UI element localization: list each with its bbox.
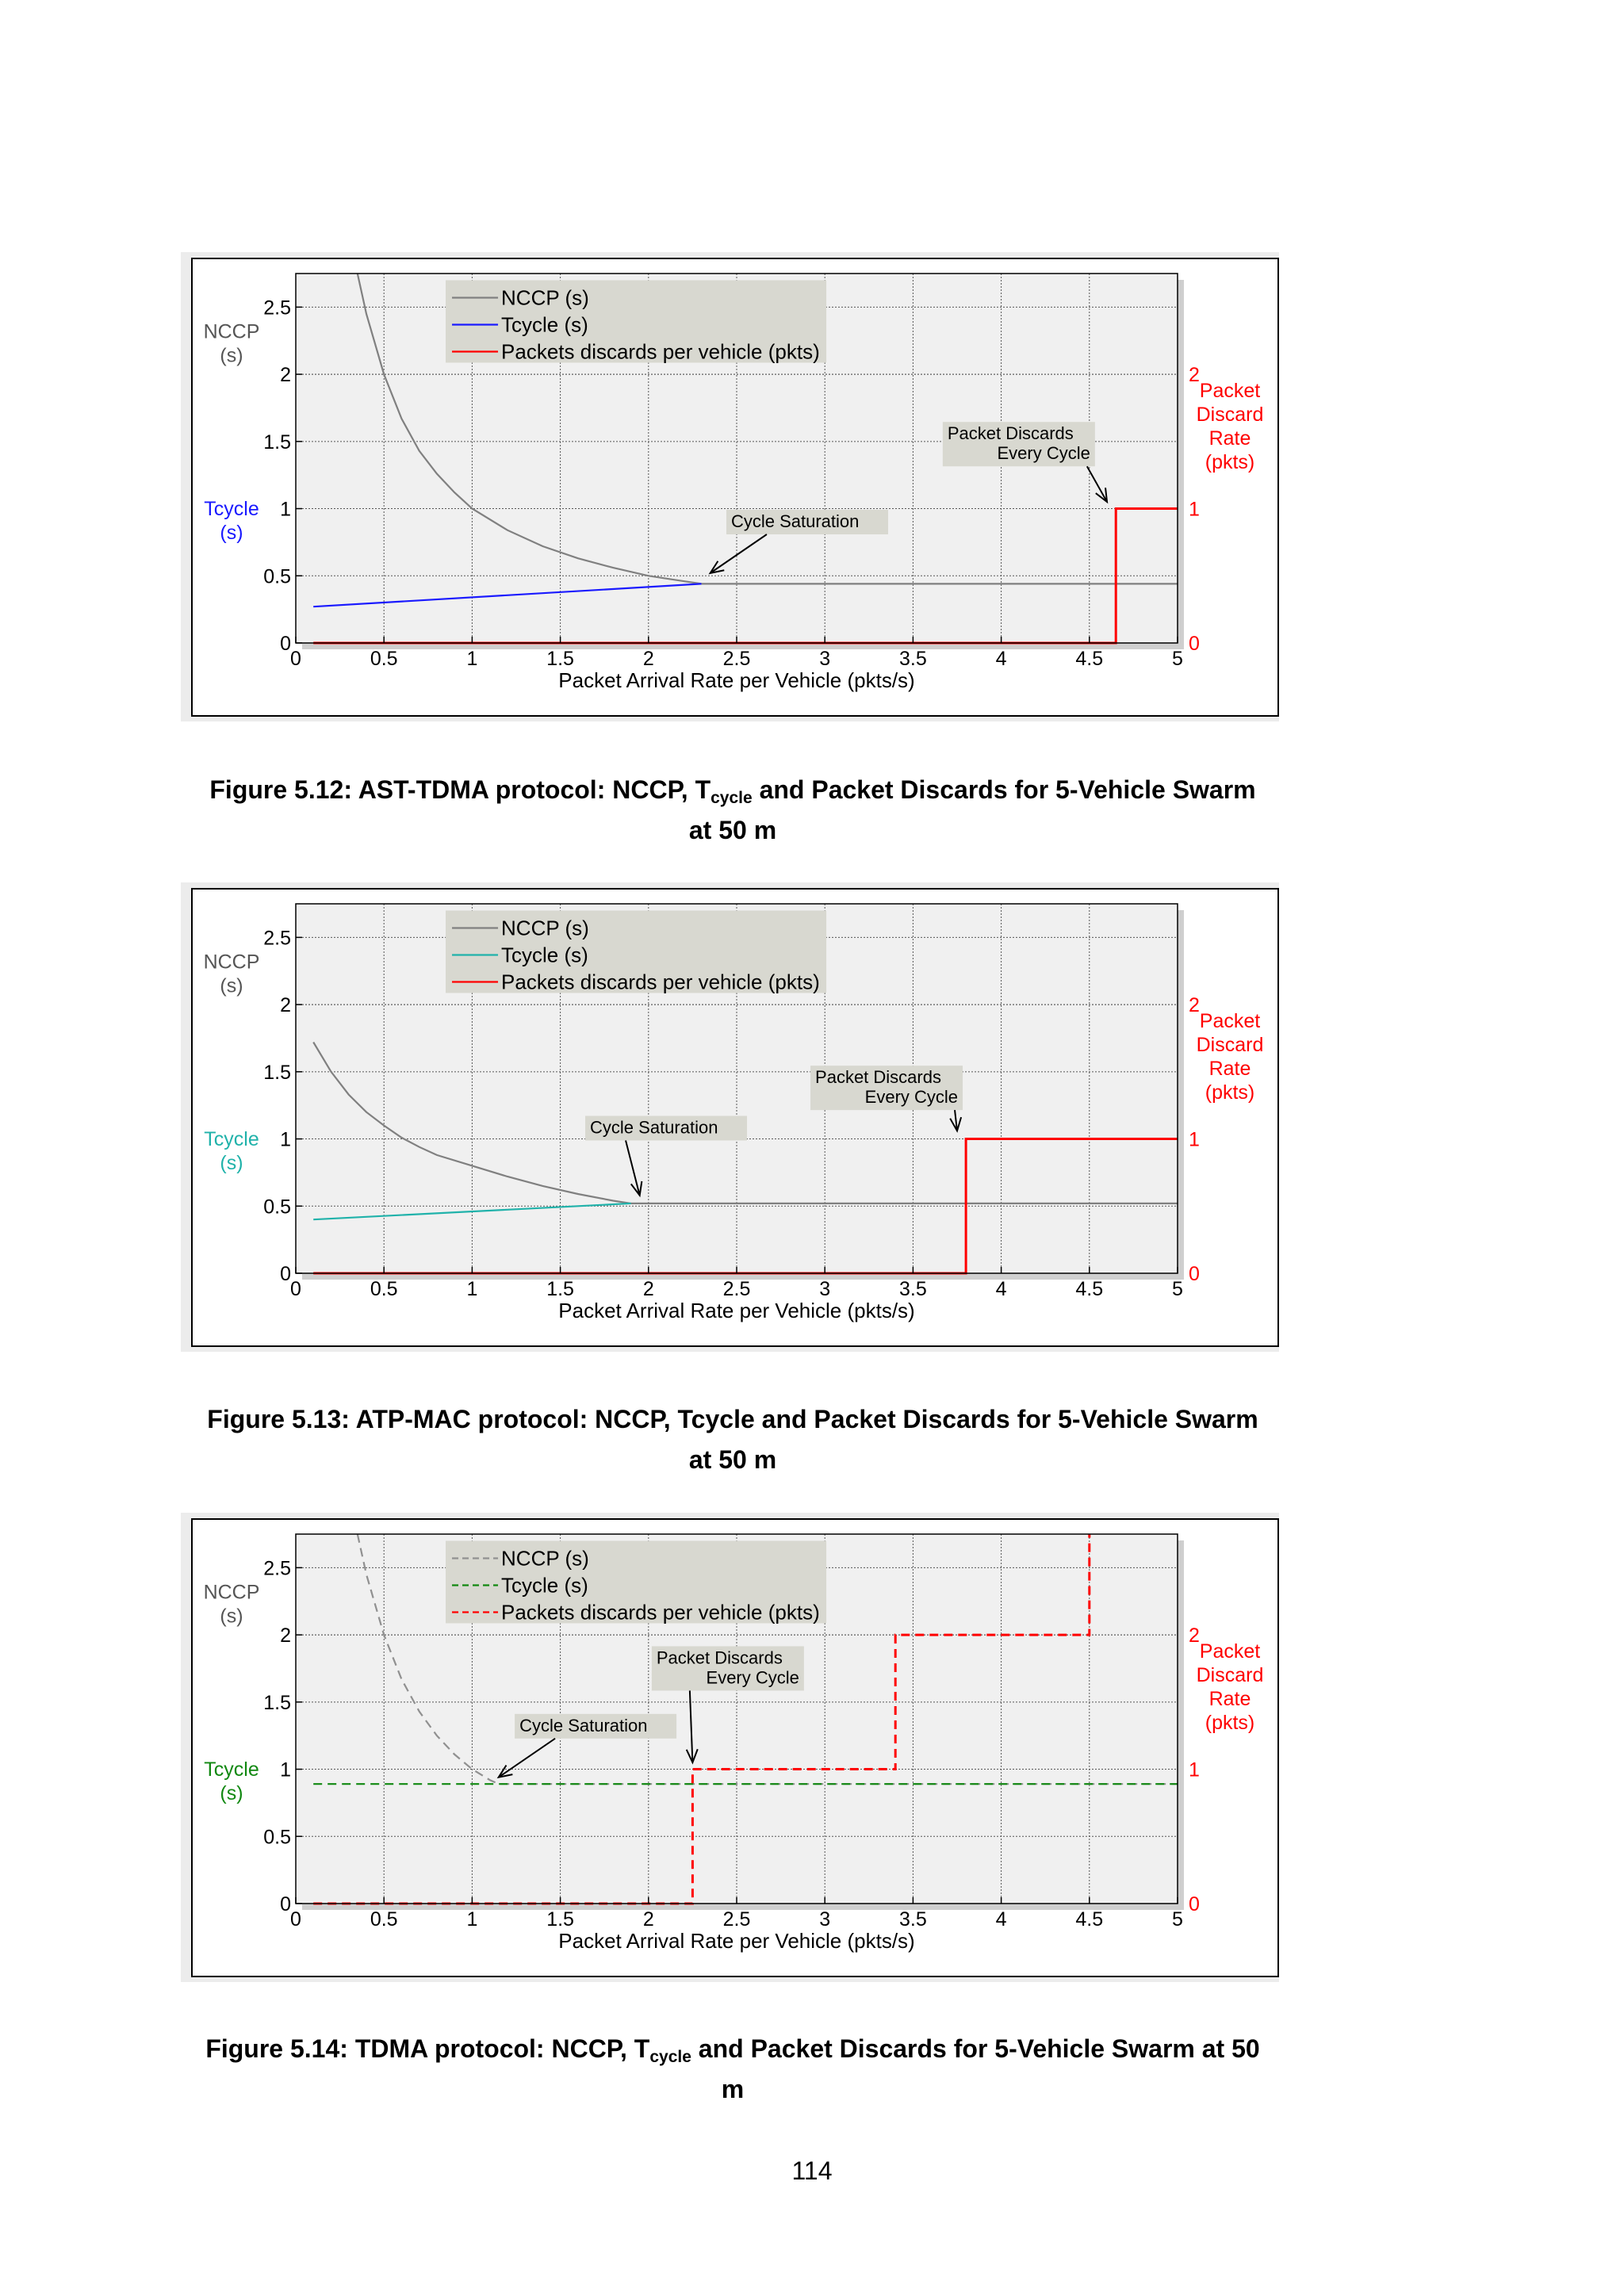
legend-entry: NCCP (s): [501, 285, 589, 310]
x-tick-label: 0.5: [370, 1278, 398, 1300]
right-y-tick-label: 1: [1189, 1758, 1200, 1781]
x-tick-label: 1.5: [546, 648, 574, 670]
figure-5-13-caption: [119, 1403, 1346, 1475]
y-axis-label-tcycle: Tcycle: [204, 1128, 259, 1151]
y-tick-label: 1: [280, 498, 291, 521]
x-tick-label: 0: [290, 1908, 301, 1931]
x-tick-label: 2: [642, 648, 654, 670]
caption-line-2: at 50 m: [688, 816, 777, 844]
x-tick-label: 5: [1172, 1278, 1183, 1300]
y-axis-label-nccp: NCCP: [203, 1581, 260, 1604]
y-axis-label-nccp: (s): [220, 344, 243, 367]
y-axis-label-tcycle: (s): [220, 1152, 243, 1175]
x-tick-label: 0.5: [370, 648, 398, 670]
x-tick-label: 1: [466, 1908, 478, 1931]
caption-subscript: cycle: [649, 2048, 691, 2066]
right-y-axis-label: (pkts): [1205, 450, 1255, 473]
y-tick-label: 1.5: [263, 1691, 291, 1714]
legend-entry: Tcycle (s): [501, 312, 588, 337]
x-tick-label: 3: [819, 1278, 831, 1300]
y-tick-label: 0.5: [263, 565, 291, 588]
legend: [446, 280, 826, 363]
y-axis-label-tcycle: (s): [220, 522, 243, 545]
x-tick-label: 5: [1172, 648, 1183, 670]
chart-svg: [181, 1513, 1279, 1982]
x-tick-label: 4.5: [1075, 648, 1104, 670]
x-tick-label: 3.5: [899, 1278, 927, 1300]
y-tick-label: 0.5: [263, 1826, 291, 1849]
right-y-tick-label: 2: [1189, 994, 1200, 1017]
x-tick-label: 4: [995, 648, 1007, 670]
annotation-text: Every Cycle: [864, 1087, 959, 1108]
right-y-axis-label: (pkts): [1205, 1081, 1255, 1104]
y-tick-label: 0.5: [263, 1196, 291, 1219]
caption-line-1: [119, 1403, 1346, 1444]
annotation-text: Cycle Saturation: [519, 1715, 648, 1735]
annotation-text: Packet Discards: [815, 1067, 941, 1088]
y-tick-label: 2.5: [263, 1557, 291, 1580]
annotation-text: Every Cycle: [997, 443, 1090, 464]
caption-line-2: at 50 m: [688, 1445, 777, 1474]
caption-subscript: cycle: [710, 789, 753, 807]
x-tick-label: 3: [819, 648, 831, 670]
annotation-text: Cycle Saturation: [590, 1117, 718, 1138]
right-y-tick-label: 0: [1189, 1893, 1200, 1915]
x-tick-label: 0: [290, 648, 301, 670]
x-tick-label: 1.5: [546, 1278, 574, 1300]
caption-prefix: Figure 5.14: TDMA protocol: NCCP, T: [205, 2034, 650, 2063]
figure-5-14-caption: [119, 2033, 1346, 2105]
right-y-axis-label: Rate: [1208, 1687, 1251, 1710]
y-tick-label: 1: [280, 1758, 291, 1781]
x-tick-label: 1: [466, 648, 478, 670]
caption-line-1: [119, 2033, 1346, 2073]
caption-prefix: Figure 5.12: AST-TDMA protocol: NCCP, T: [209, 775, 711, 804]
y-tick-label: 0: [280, 633, 291, 655]
legend: [446, 1540, 826, 1624]
y-axis-label-nccp: NCCP: [203, 951, 260, 974]
y-tick-label: 2: [280, 994, 291, 1017]
x-tick-label: 3.5: [899, 648, 927, 670]
x-tick-label: 3: [819, 1908, 831, 1931]
x-tick-label: 4: [995, 1278, 1007, 1300]
figure-5-14-chart: [181, 1513, 1279, 1982]
figure-5-12-caption: [119, 774, 1346, 846]
y-tick-label: 2.5: [263, 297, 291, 320]
annotation-text: Every Cycle: [706, 1667, 799, 1688]
right-y-tick-label: 2: [1189, 364, 1200, 387]
y-axis-label-tcycle: (s): [220, 1782, 243, 1805]
legend-entry: NCCP (s): [501, 1546, 589, 1571]
legend: [446, 910, 826, 993]
right-y-axis-label: Packet: [1199, 1009, 1261, 1032]
right-y-axis-label: Packet: [1199, 379, 1261, 402]
right-y-axis-label: Rate: [1208, 1057, 1251, 1080]
right-y-tick-label: 0: [1189, 1263, 1200, 1285]
figure-5-13-chart: [181, 882, 1279, 1352]
y-axis-label-tcycle: Tcycle: [204, 498, 259, 521]
chart-svg: [181, 252, 1279, 721]
x-tick-label: 1.5: [546, 1908, 574, 1931]
y-tick-label: 1: [280, 1128, 291, 1151]
right-y-tick-label: 1: [1189, 498, 1200, 521]
x-tick-label: 0.5: [370, 1908, 398, 1931]
legend-entry: Tcycle (s): [501, 1573, 588, 1598]
y-tick-label: 1.5: [263, 1061, 291, 1084]
y-axis-label-nccp: (s): [220, 1605, 243, 1628]
x-tick-label: 5: [1172, 1908, 1183, 1931]
annotation-text: Packet Discards: [947, 423, 1074, 444]
caption-line-1: [119, 774, 1346, 814]
y-tick-label: 0: [280, 1263, 291, 1285]
right-y-axis-label: Rate: [1208, 427, 1251, 450]
right-y-axis-label: Discard: [1196, 1033, 1264, 1056]
right-y-axis-label: (pkts): [1205, 1711, 1255, 1734]
legend-entry: NCCP (s): [501, 916, 589, 940]
x-tick-label: 0: [290, 1278, 301, 1300]
y-axis-label-nccp: NCCP: [203, 320, 260, 343]
right-y-tick-label: 1: [1189, 1128, 1200, 1151]
right-y-tick-label: 0: [1189, 633, 1200, 655]
x-tick-label: 2: [642, 1278, 654, 1300]
y-axis-label-tcycle: Tcycle: [204, 1758, 259, 1781]
y-axis-label-nccp: (s): [220, 974, 243, 997]
chart-svg: [181, 882, 1279, 1352]
y-tick-label: 2: [280, 364, 291, 387]
y-tick-label: 2.5: [263, 927, 291, 950]
caption-suffix: and Packet Discards for 5-Vehicle Swarm: [752, 775, 1256, 804]
y-tick-label: 0: [280, 1893, 291, 1915]
legend-entry: Tcycle (s): [501, 943, 588, 967]
right-y-axis-label: Discard: [1196, 1663, 1264, 1686]
y-tick-label: 2: [280, 1624, 291, 1647]
y-tick-label: 1.5: [263, 430, 291, 453]
caption-prefix: Figure 5.13: ATP-MAC protocol: NCCP, Tcycle and Packet Discards for 5-Vehicle Swarm: [207, 1405, 1258, 1433]
right-y-axis-label: Packet: [1199, 1640, 1261, 1663]
legend-entry: Packets discards per vehicle (pkts): [501, 339, 820, 364]
x-axis-label: Packet Arrival Rate per Vehicle (pkts/s): [558, 1299, 915, 1322]
x-tick-label: 2.5: [722, 1278, 751, 1300]
right-y-tick-label: 2: [1189, 1624, 1200, 1647]
x-axis-label: Packet Arrival Rate per Vehicle (pkts/s): [558, 1929, 915, 1953]
x-tick-label: 2.5: [722, 1908, 751, 1931]
caption-line-2: m: [721, 2075, 745, 2103]
right-y-axis-label: Discard: [1196, 403, 1264, 426]
x-tick-label: 1: [466, 1278, 478, 1300]
x-tick-label: 4.5: [1075, 1278, 1104, 1300]
x-axis-label: Packet Arrival Rate per Vehicle (pkts/s): [558, 668, 915, 692]
x-tick-label: 2.5: [722, 648, 751, 670]
figure-5-12-chart: [181, 252, 1279, 721]
caption-suffix: and Packet Discards for 5-Vehicle Swarm at 50: [691, 2034, 1260, 2063]
legend-entry: Packets discards per vehicle (pkts): [501, 970, 820, 994]
annotation-text: Cycle Saturation: [730, 511, 860, 531]
x-tick-label: 3.5: [899, 1908, 927, 1931]
x-tick-label: 2: [642, 1908, 654, 1931]
page-number: 114: [791, 2156, 833, 2185]
legend-entry: Packets discards per vehicle (pkts): [501, 1600, 820, 1624]
annotation-text: Packet Discards: [656, 1647, 783, 1668]
x-tick-label: 4.5: [1075, 1908, 1104, 1931]
x-tick-label: 4: [995, 1908, 1007, 1931]
